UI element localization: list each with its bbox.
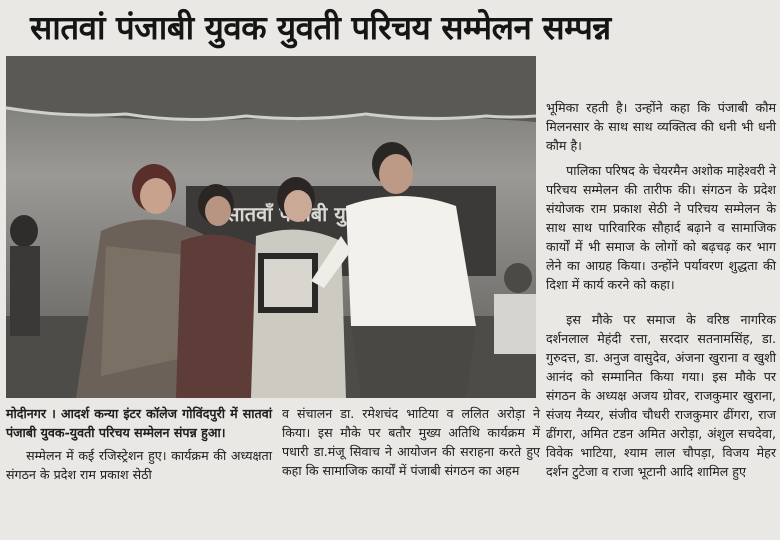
article-column-bottom-middle (282, 404, 540, 480)
paragraph: पालिका परिषद के चेयरमैन अशोक माहेश्वरी ने परिचय सम्मेलन की तारीफ की। संगठन के प्रदेश संयोजक राम प्रकाश सेठी ने परिचय सम्मेलन के साथ साथ पारिवारिक सौहार्द बढ़ाने व सामाजिक कार्यों में भी समाज के लोगों को बढ़चढ़ कर भाग लेने का आग्रह किया। उन्होंने पर्यावरण शुद्धता की दिशा में कार्य करने को कहा। (546, 163, 776, 292)
paragraph: व संचालन डा. रमेशचंद भाटिया व ललित अरोड़ा ने किया। इस मौके पर बतौर मुख्य अतिथि कार्यक्रम में पधारी डा.मंजू सिवाच ने आयोजन की सराहना करते हुए कहा कि सामाजिक कार्यों में पंजाबी संगठन का अहम (282, 406, 540, 478)
article-column-bottom-left (6, 404, 272, 484)
lead-paragraph: मोदीनगर । आदर्श कन्या इंटर कॉलेज गोविंदपुरी में सातवां पंजाबी युवक-युवती परिचय सम्मेलन संपन्न हुआ। (6, 406, 272, 440)
paragraph: सम्मेलन में कई रजिस्ट्रेशन हुए। कार्यक्रम की अध्यक्षता संगठन के प्रदेश राम प्रकाश सेठी (6, 448, 272, 482)
paragraph: इस मौके पर समाज के वरिष्ठ नागरिक दर्शनलाल मेहंदी रत्ता, सरदार सतनामसिंह, डा. गुरुदत्त, डा. अनुज वासुदेव, अंजना खुराना व खुशी आनंद को सम्मानित किया गया। इस मौके पर संगठन के अध्यक्ष अजय ग्रोवर, राजकुमार खुराना, संजय नैय्यर, संजीव चौधरी राजकुमार ढींगरा, राज ढींगरा, अमित टडन अमित अरोड़ा, अंशुल सचदेवा, विवेक भाटिया, श्याम लाल चौपड़ा, विजय मेहर दर्शन टुटेजा व राजा भूटानी आदि शामिल हुए (546, 312, 776, 479)
article-column-right-bottom (546, 310, 776, 481)
article-column-right-top (546, 98, 776, 294)
headline: सातवां पंजाबी युवक युवती परिचय सम्मेलन सम्पन्न (30, 8, 611, 47)
paragraph: भूमिका रहती है। उन्होंने कहा कि पंजाबी कौम मिलनसार के साथ साथ व्यक्तित्व की धनी भी धनी कौम है। (546, 100, 776, 153)
event-photo (6, 56, 536, 398)
stage-banner-text: सातवाँ (226, 202, 273, 226)
